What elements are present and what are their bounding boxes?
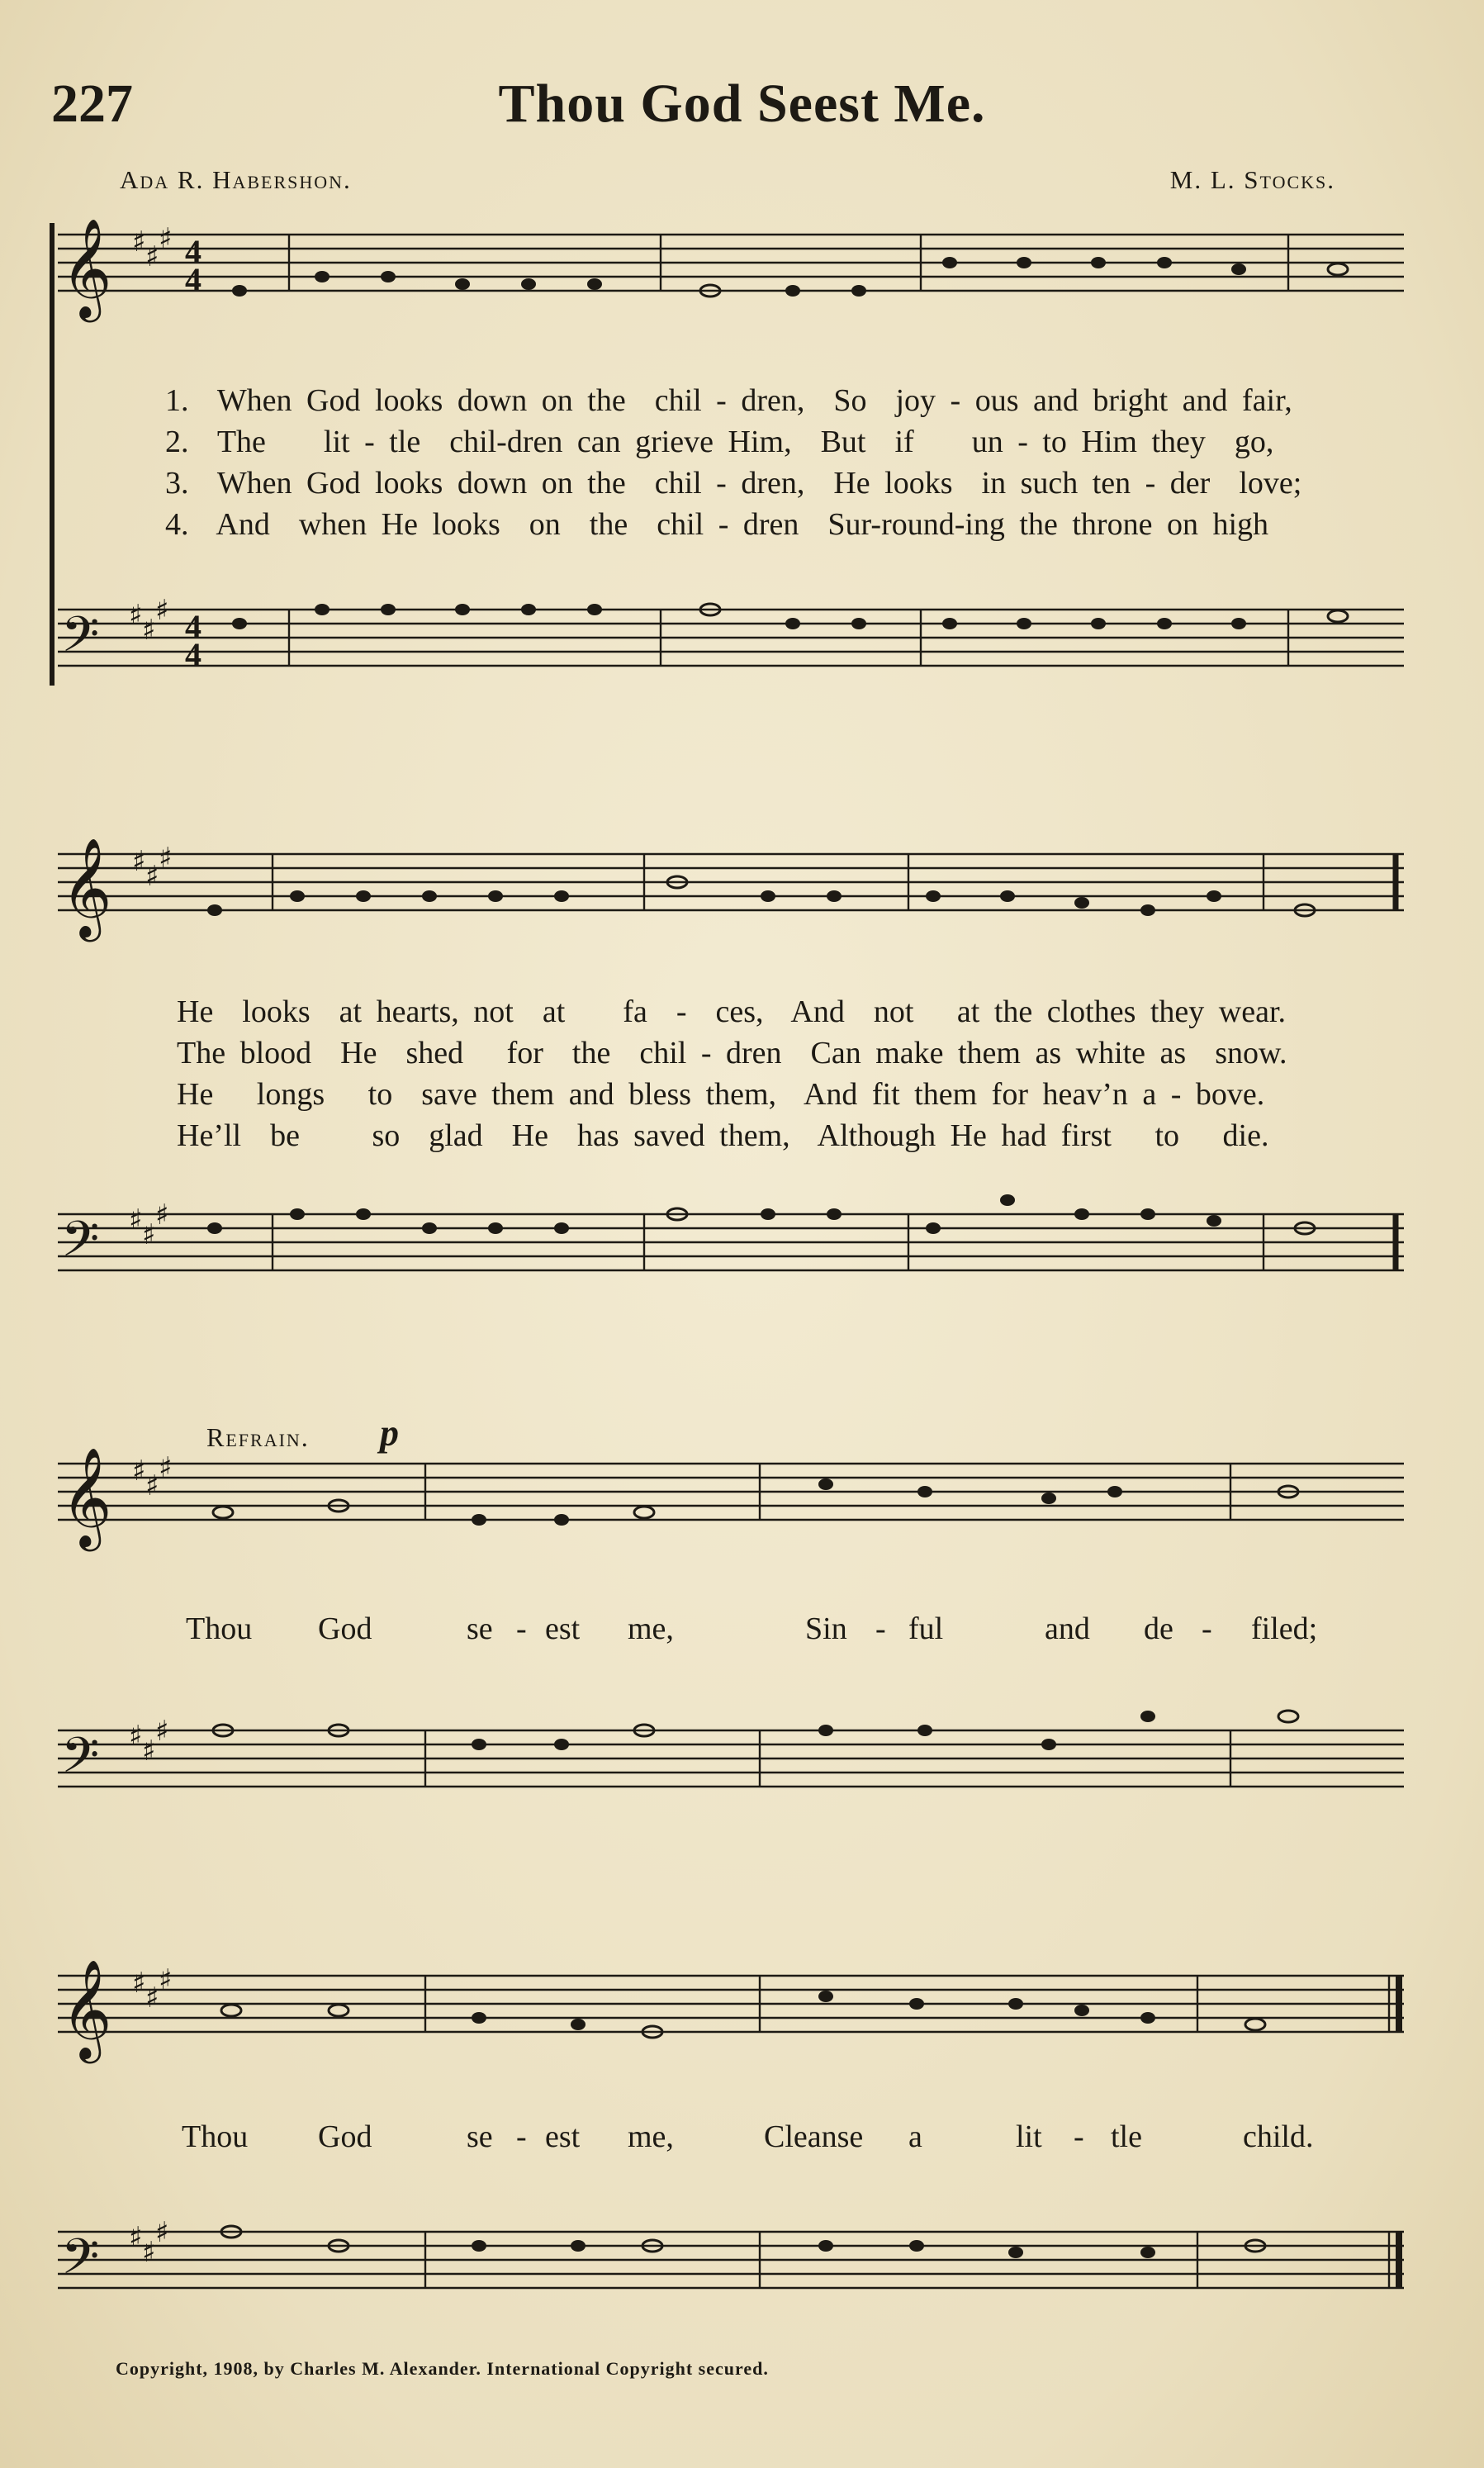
treble-staff-3	[50, 1404, 1404, 1834]
refrain-label: Refrain.	[206, 1422, 310, 1452]
svg-text:𝄢: 𝄢	[61, 1726, 100, 1796]
refrain-word: est	[545, 2119, 581, 2154]
svg-text:♯: ♯	[159, 222, 173, 255]
svg-text:♯: ♯	[145, 240, 159, 273]
verse-1-line-1: 1. When God looks down on the chil - dren, So joy - ous and bright and fair,	[165, 383, 1292, 418]
svg-text:𝄞: 𝄞	[61, 837, 112, 937]
svg-text:♯: ♯	[145, 1469, 159, 1502]
refrain-word: child.	[1243, 2119, 1314, 2154]
refrain-word: -	[1074, 2119, 1084, 2154]
composer-credit: M. L. Stocks.	[1169, 165, 1335, 194]
svg-text:4: 4	[185, 261, 202, 298]
refrain-word: -	[875, 1611, 886, 1646]
svg-text:♯: ♯	[132, 1967, 146, 2000]
svg-text:𝄢: 𝄢	[61, 2228, 100, 2297]
svg-text:♯: ♯	[132, 225, 146, 259]
verse-1-line-2: He looks at hearts, not at fa - ces, And not at the clothes they wear.	[177, 994, 1287, 1029]
refrain-word: tle	[1111, 2119, 1142, 2154]
refrain-word: God	[318, 1611, 372, 1646]
refrain-word: -	[516, 2119, 527, 2154]
svg-text:♯: ♯	[129, 2221, 143, 2254]
svg-text:♯: ♯	[132, 845, 146, 878]
hymn-title: Thou God Seest Me.	[498, 74, 986, 134]
svg-text:♯: ♯	[159, 842, 173, 875]
svg-text:𝄢: 𝄢	[61, 605, 100, 675]
author-credit: Ada R. Habershon.	[120, 165, 352, 194]
refrain-word: me,	[628, 2119, 674, 2154]
svg-text:♯: ♯	[145, 1982, 159, 2015]
refrain-word: -	[1202, 1611, 1212, 1646]
svg-text:♯: ♯	[145, 860, 159, 893]
svg-text:𝄞: 𝄞	[61, 217, 112, 318]
svg-text:♯: ♯	[142, 1735, 156, 1768]
svg-text:4: 4	[185, 636, 202, 673]
verse-2-line-1: 2. The lit - tle chil-dren can grieve Him, But if un - to Him they go,	[165, 425, 1274, 459]
svg-text:♯: ♯	[129, 599, 143, 632]
svg-text:♯: ♯	[155, 594, 169, 627]
verse-2-line-2: The blood He shed for the chil - dren Can make them as white as snow.	[177, 1036, 1287, 1070]
verse-3-line-1: 3. When God looks down on the chil - dren, He looks in such ten - der love;	[165, 466, 1302, 501]
svg-text:♯: ♯	[129, 1203, 143, 1236]
refrain-word: filed;	[1251, 1611, 1318, 1646]
refrain-word: ful	[908, 1611, 944, 1646]
svg-text:♯: ♯	[129, 1720, 143, 1753]
refrain-word: a	[908, 2119, 922, 2154]
svg-text:♯: ♯	[142, 1218, 156, 1251]
verse-3-line-2: He longs to save them and bless them, And fit them for heav’n a - bove.	[177, 1077, 1265, 1112]
refrain-word: de	[1144, 1611, 1173, 1646]
svg-text:𝄢: 𝄢	[61, 1210, 100, 1279]
svg-text:♯: ♯	[155, 1198, 169, 1232]
music-system-2	[50, 818, 1404, 1330]
refrain-word: Thou	[186, 1611, 253, 1646]
refrain-word: God	[318, 2119, 372, 2154]
hymn-number: 227	[51, 74, 133, 134]
refrain-word: lit	[1016, 2119, 1042, 2154]
refrain-word: Thou	[182, 2119, 249, 2154]
dynamic-marking: p	[380, 1412, 399, 1454]
verse-lyrics-part-2	[177, 991, 1287, 1156]
svg-text:♯: ♯	[155, 1715, 169, 1748]
svg-text:♯: ♯	[159, 1451, 173, 1484]
svg-text:𝄞: 𝄞	[61, 1958, 112, 2059]
refrain-word: est	[545, 1611, 581, 1646]
refrain-word: se	[467, 1611, 493, 1646]
svg-text:4: 4	[185, 608, 202, 645]
verse-4-line-2: He’ll be so glad He has saved them, Although He had first to die.	[177, 1118, 1269, 1153]
refrain-word: Cleanse	[764, 2119, 864, 2154]
verse-lyrics-part-1	[165, 380, 1301, 545]
refrain-word: and	[1045, 1611, 1090, 1646]
svg-text:♯: ♯	[142, 614, 156, 647]
refrain-word: me,	[628, 1611, 674, 1646]
svg-text:♯: ♯	[159, 1963, 173, 1996]
music-system-4	[50, 1916, 1404, 2346]
svg-text:♯: ♯	[132, 1455, 146, 1488]
music-system-3	[50, 1404, 1404, 1834]
svg-text:♯: ♯	[142, 2236, 156, 2269]
copyright-notice: Copyright, 1908, by Charles M. Alexander. International Copyright secured.	[116, 2358, 769, 2379]
treble-staff-4	[50, 1916, 1404, 2346]
refrain-word: Sin	[805, 1611, 847, 1646]
refrain-word: -	[516, 1611, 527, 1646]
music-system-1	[50, 217, 1404, 735]
svg-text:𝄞: 𝄞	[61, 1446, 112, 1547]
svg-text:♯: ♯	[155, 2216, 169, 2249]
verse-4-line-1: 4. And when He looks on the chil - dren Sur-round-ing the throne on high	[165, 507, 1268, 542]
svg-text:4: 4	[185, 233, 202, 270]
refrain-word: se	[467, 2119, 493, 2154]
